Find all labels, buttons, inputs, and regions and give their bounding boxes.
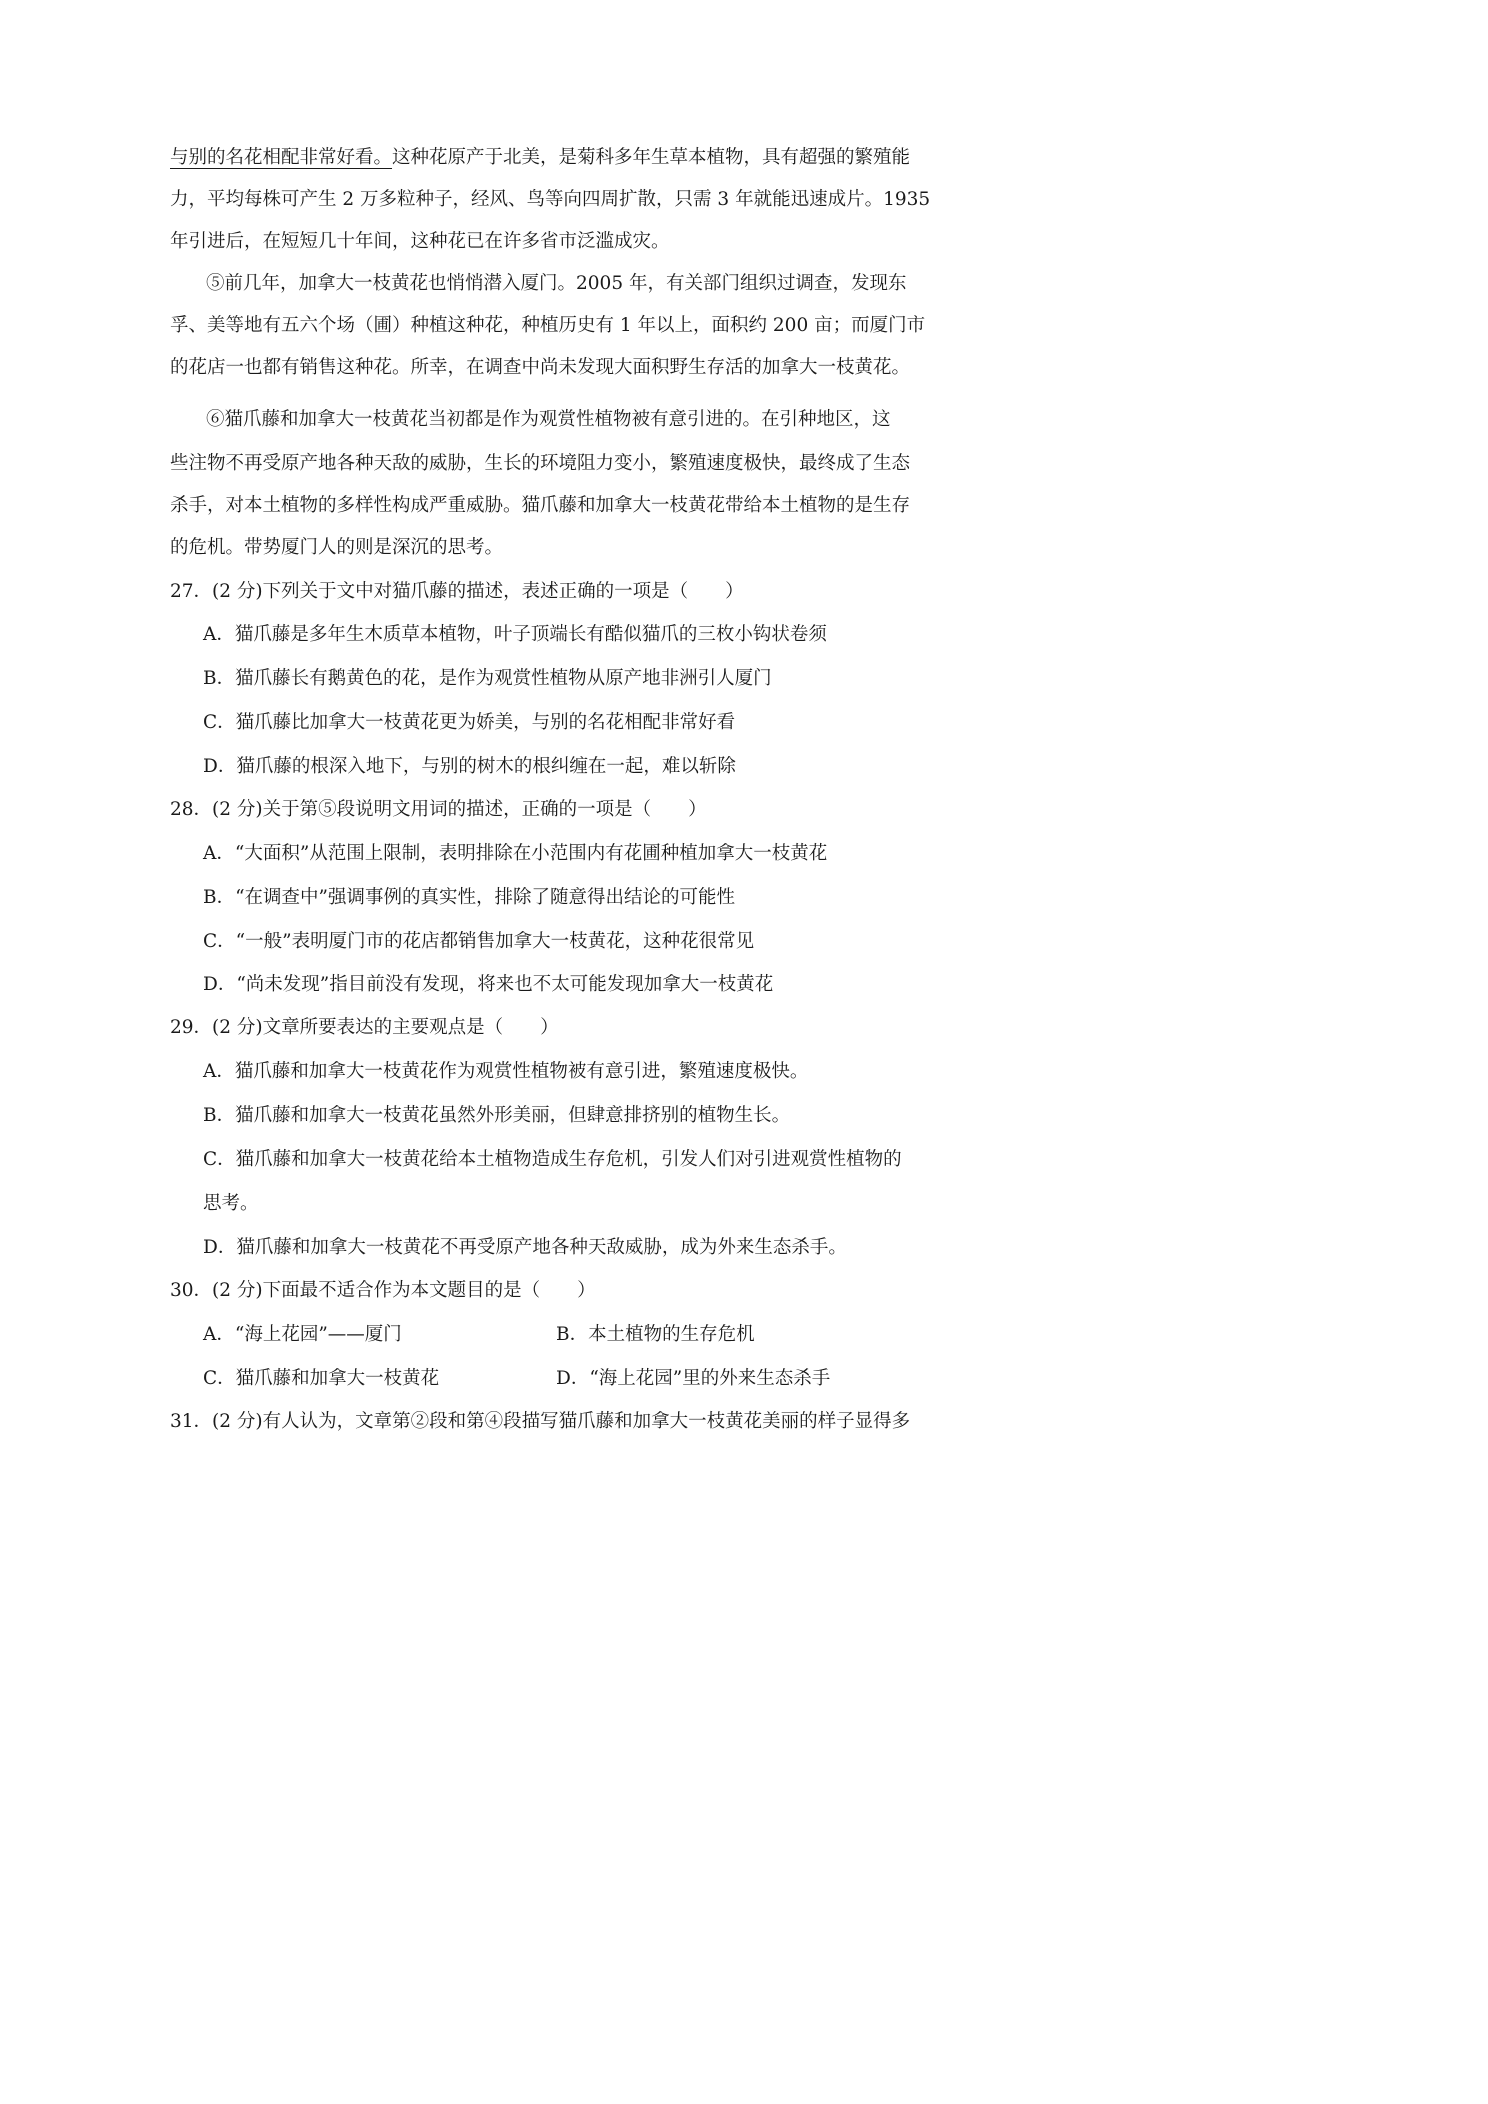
q30-stem: 30．(2 分)下面最不适合作为本文题目的是（ ） xyxy=(170,1280,596,1301)
passage-text: 这种花原产于北美，是菊科多年生草本植物，具有超强的繁殖能 xyxy=(392,147,911,168)
passage-p4-line-2: 力，平均每株可产生 2 万多粒种子，经风、鸟等向四周扩散，只需 3 年就能迅速成片。1935 xyxy=(170,189,931,210)
q27-stem: 27．(2 分)下列关于文中对猫爪藤的描述，表述正确的一项是（ ） xyxy=(170,581,744,602)
q28-option-a: A．“大面积”从范围上限制，表明排除在小范围内有花圃种植加拿大一枝黄花 xyxy=(203,843,828,864)
passage-p6-line-2: 些注物不再受原产地各种天敌的威胁，生长的环境阻力变小，繁殖速度极快，最终成了生态 xyxy=(170,453,911,474)
passage-p5-line-1: ⑤前几年，加拿大一枝黄花也悄悄潜入厦门。2005 年，有关部门组织过调查，发现东 xyxy=(206,273,907,294)
passage-p6-line-1: ⑥猫爪藤和加拿大一枝黄花当初都是作为观赏性植物被有意引进的。在引种地区，这 xyxy=(206,409,891,430)
q27-option-c: C．猫爪藤比加拿大一枝黄花更为娇美，与别的名花相配非常好看 xyxy=(203,712,736,733)
q27-option-b: B．猫爪藤长有鹅黄色的花，是作为观赏性植物从原产地非洲引人厦门 xyxy=(203,668,772,689)
q28-option-b: B．“在调查中”强调事例的真实性，排除了随意得出结论的可能性 xyxy=(203,887,736,908)
underlined-sentence: 与别的名花相配非常好看。 xyxy=(170,147,393,168)
passage-p6-line-3: 杀手，对本土植物的多样性构成严重威胁。猫爪藤和加拿大一枝黄花带给本土植物的是生存 xyxy=(170,495,911,516)
q30-option-b: B．本土植物的生存危机 xyxy=(556,1324,755,1345)
q28-option-d: D．“尚未发现”指目前没有发现，将来也不太可能发现加拿大一枝黄花 xyxy=(203,974,774,995)
q29-option-d: D．猫爪藤和加拿大一枝黄花不再受原产地各种天敌威胁，成为外来生态杀手。 xyxy=(203,1237,847,1258)
passage-p4-line-3: 年引进后，在短短几十年间，这种花已在许多省市泛滥成灾。 xyxy=(170,231,670,252)
passage-p5-line-3: 的花店一也都有销售这种花。所幸，在调查中尚未发现大面积野生存活的加拿大一枝黄花。 xyxy=(170,357,911,378)
passage-p4-line-1 xyxy=(170,145,910,171)
q29-option-c-line-2: 思考。 xyxy=(203,1193,259,1214)
q29-stem: 29．(2 分)文章所要表达的主要观点是（ ） xyxy=(170,1017,559,1038)
passage-p6-line-4: 的危机。带势厦门人的则是深沉的思考。 xyxy=(170,537,504,558)
q30-option-d: D．“海上花园”里的外来生态杀手 xyxy=(556,1368,831,1389)
q29-option-a: A．猫爪藤和加拿大一枝黄花作为观赏性植物被有意引进，繁殖速度极快。 xyxy=(203,1061,809,1082)
q29-option-b: B．猫爪藤和加拿大一枝黄花虽然外形美丽，但肆意排挤别的植物生长。 xyxy=(203,1105,791,1126)
q28-option-c: C．“一般”表明厦门市的花店都销售加拿大一枝黄花，这种花很常见 xyxy=(203,931,755,952)
q29-option-c-line-1: C．猫爪藤和加拿大一枝黄花给本土植物造成生存危机，引发人们对引进观赏性植物的 xyxy=(203,1149,902,1170)
q30-option-c: C．猫爪藤和加拿大一枝黄花 xyxy=(203,1368,440,1389)
q28-stem: 28．(2 分)关于第⑤段说明文用词的描述，正确的一项是（ ） xyxy=(170,799,707,820)
q31-stem: 31．(2 分)有人认为，文章第②段和第④段描写猫爪藤和加拿大一枝黄花美丽的样子显得多 xyxy=(170,1411,911,1432)
q27-option-a: A．猫爪藤是多年生木质草本植物，叶子顶端长有酷似猫爪的三枚小钩状卷须 xyxy=(203,624,827,645)
q27-option-d: D．猫爪藤的根深入地下，与别的树木的根纠缠在一起，难以斩除 xyxy=(203,756,736,777)
passage-p5-line-2: 孚、美等地有五六个场（圃）种植这种花，种植历史有 1 年以上，面积约 200 亩；而厦门市 xyxy=(170,315,926,336)
q30-option-a: A．“海上花园”——厦门 xyxy=(203,1324,402,1345)
